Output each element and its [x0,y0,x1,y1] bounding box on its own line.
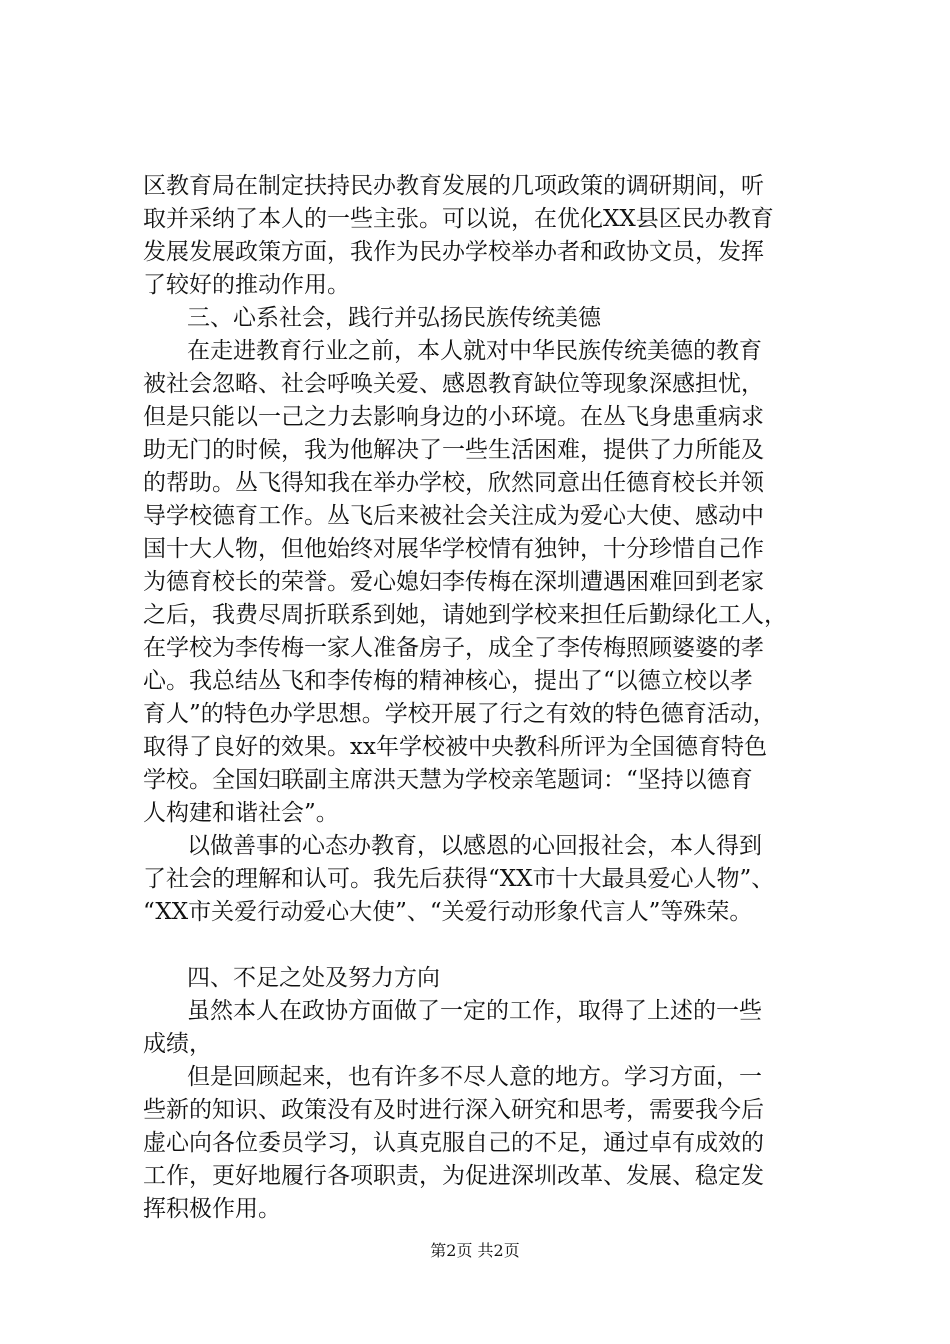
body-line: 在学校为李传梅一家人准备房子，成全了李传梅照顾婆婆的孝 [143,635,764,661]
page-number: 第2页 共2页 [430,1241,520,1260]
body-line: 了较好的推动作用。 [143,272,350,298]
body-line: “XX市关爱行动爱心大使”、“关爱行动形象代言人”等殊荣。 [143,899,753,925]
body-line: 之后，我费尽周折联系到她，请她到学校来担任后勤绿化工人， [143,602,787,628]
body-line: 但是只能以一己之力去影响身边的小环境。在丛飞身患重病求 [143,404,764,430]
body-line: 发展发展政策方面，我作为民办学校举办者和政协文员，发挥 [143,239,764,265]
body-line: 成绩， [143,1031,212,1057]
body-line: 心。我总结丛飞和李传梅的精神核心，提出了“以德立校以孝 [143,668,753,694]
body-line: 为德育校长的荣誉。爱心媳妇李传梅在深圳遭遇困难回到老家 [143,569,764,595]
body-line: 学校。全国妇联副主席洪天慧为学校亲笔题词：“坚持以德育 [143,767,753,793]
body-line: 人构建和谐社会”。 [143,800,339,826]
body-line: 以做善事的心态办教育，以感恩的心回报社会，本人得到 [187,833,762,859]
body-line: 虽然本人在政协方面做了一定的工作，取得了上述的一些 [187,998,762,1024]
blank-line [143,929,843,962]
body-line: 些新的知识、政策没有及时进行深入研究和思考，需要我今后 [143,1097,764,1123]
body-line: 虚心向各位委员学习，认真克服自己的不足，通过卓有成效的 [143,1130,764,1156]
body-line: 育人”的特色办学思想。学校开展了行之有效的特色德育活动， [143,701,776,727]
body-line: 区教育局在制定扶持民办教育发展的几项政策的调研期间，听 [143,173,764,199]
body-line: 导学校德育工作。丛飞后来被社会关注成为爱心大使、感动中 [143,503,764,529]
section-heading: 三、心系社会，践行并弘扬民族传统美德 [187,305,601,331]
body-line: 被社会忽略、社会呼唤关爱、感恩教育缺位等现象深感担忧， [143,371,764,397]
page-footer [0,1240,950,1262]
section-heading: 四、不足之处及努力方向 [187,965,440,991]
body-line: 了社会的理解和认可。我先后获得“XX市十大最具爱心人物”、 [143,866,775,892]
body-line: 的帮助。丛飞得知我在举办学校，欣然同意出任德育校长并领 [143,470,764,496]
body-line: 挥积极作用。 [143,1196,281,1222]
body-line: 取并采纳了本人的一些主张。可以说，在优化XX县区民办教育 [143,206,774,232]
body-line: 取得了良好的效果。xx年学校被中央教科所评为全国德育特色 [143,734,767,760]
body-line: 在走进教育行业之前，本人就对中华民族传统美德的教育 [187,338,762,364]
body-line: 工作，更好地履行各项职责，为促进深圳改革、发展、稳定发 [143,1163,764,1189]
body-line: 国十大人物，但他始终对展华学校情有独钟，十分珍惜自己作 [143,536,764,562]
body-line: 助无门的时候，我为他解决了一些生活困难，提供了力所能及 [143,437,764,463]
document-body [143,170,843,1226]
body-line: 但是回顾起来，也有许多不尽人意的地方。学习方面，一 [187,1064,762,1090]
